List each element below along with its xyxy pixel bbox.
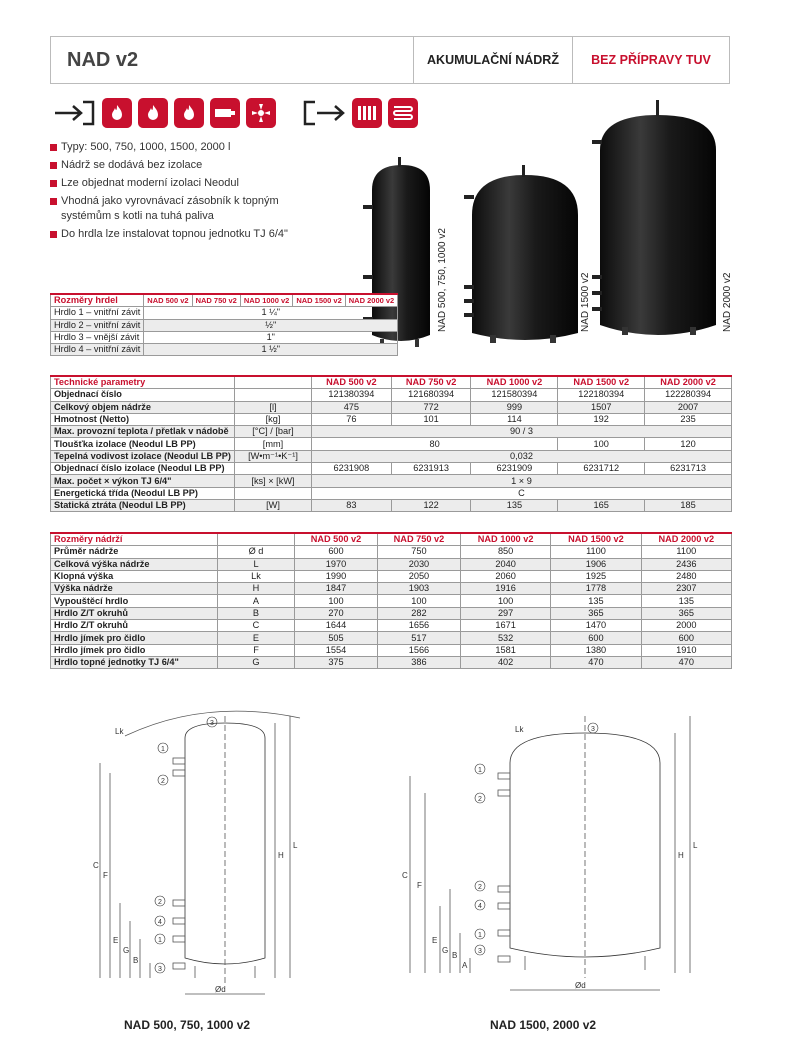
row-value: 2480	[641, 570, 731, 582]
product-title: NAD v2	[67, 49, 139, 71]
tank-label-large: NAD 2000 v2	[722, 272, 733, 332]
product-header	[50, 36, 730, 84]
row-label: Tepelná vodivost izolace (Neodul LB PP)	[51, 450, 235, 462]
row-value: 135	[551, 595, 641, 607]
row-unit: [ks] × [kW]	[234, 475, 311, 487]
row-label: Energetická třída (Neodul LB PP)	[51, 487, 235, 499]
input-arrow-icon	[52, 98, 96, 128]
table-row	[51, 583, 732, 595]
row-value: 1778	[551, 583, 641, 595]
connection-number: 4	[478, 903, 482, 910]
row-unit: [°C] / [bar]	[234, 426, 311, 438]
dim-letter: Lk	[515, 725, 524, 734]
technical-drawings	[85, 708, 725, 1008]
row-value: 135	[641, 595, 731, 607]
row-value: 772	[391, 401, 471, 413]
row-value: 1380	[551, 644, 641, 656]
row-value: 122280394	[645, 389, 732, 401]
dim-letter: E	[432, 936, 438, 945]
table-row	[51, 644, 732, 656]
row-value: 1470	[551, 620, 641, 632]
row-value: 470	[641, 656, 731, 668]
table-row	[51, 499, 732, 511]
row-unit: [W•m⁻¹•K⁻¹]	[234, 450, 311, 462]
row-value: 402	[460, 656, 550, 668]
row-unit	[234, 389, 311, 401]
row-value: 235	[645, 413, 732, 425]
category-label: AKUMULAČNÍ NÁDRŽ	[413, 37, 572, 83]
row-value: 114	[471, 413, 558, 425]
row-value: 1566	[377, 644, 460, 656]
connection-number: 1	[478, 767, 482, 774]
row-value: 100	[460, 595, 550, 607]
row-value: 1906	[551, 558, 641, 570]
table-row	[51, 607, 732, 619]
dim-letter: H	[278, 851, 284, 860]
row-unit: E	[218, 632, 295, 644]
list-item: Do hrdla lze instalovat topnou jednotku TJ 6/4"	[50, 227, 330, 242]
row-label: Výška nádrže	[51, 583, 218, 595]
table-header: NAD 1500 v2	[293, 294, 345, 307]
fire-gas-icon	[138, 98, 168, 128]
row-label: Hrdlo topné jednotky TJ 6/4"	[51, 656, 218, 668]
row-value: 83	[311, 499, 391, 511]
row-value: 282	[377, 607, 460, 619]
row-label: Hrdlo 2 – vnitřní závit	[51, 319, 144, 331]
row-label: Objednací číslo izolace (Neodul LB PP)	[51, 463, 235, 475]
tank-medium-image	[464, 165, 578, 343]
fire-solid-fuel-icon	[102, 98, 132, 128]
row-unit: L	[218, 558, 295, 570]
table-header: Rozměry hrdel	[51, 294, 144, 307]
row-value: 1100	[641, 546, 731, 558]
table-header	[218, 533, 295, 546]
row-value: 6231713	[645, 463, 732, 475]
row-value: ½"	[144, 319, 398, 331]
table-header: NAD 500 v2	[295, 533, 378, 546]
row-unit: A	[218, 595, 295, 607]
table-row	[51, 487, 732, 499]
connection-number: 1	[161, 746, 165, 753]
row-value: 6231908	[311, 463, 391, 475]
row-value: 120	[645, 438, 732, 450]
dim-letter: C	[402, 871, 408, 880]
row-value: C	[311, 487, 731, 499]
row-value: 1925	[551, 570, 641, 582]
table-header: NAD 750 v2	[377, 533, 460, 546]
table-header: NAD 750 v2	[192, 294, 240, 307]
row-value: 1"	[144, 331, 398, 343]
row-value: 100	[377, 595, 460, 607]
feature-list	[50, 140, 330, 245]
row-unit: [mm]	[234, 438, 311, 450]
table-row	[51, 319, 398, 331]
row-value: 6231913	[391, 463, 471, 475]
row-value: 192	[558, 413, 645, 425]
technical-parameters-table	[50, 375, 732, 512]
row-value: 1507	[558, 401, 645, 413]
dim-letter: C	[93, 861, 99, 870]
row-value: 1 ¼"	[144, 307, 398, 319]
table-header: Technické parametry	[51, 376, 235, 389]
table-row	[51, 331, 398, 343]
drawing-caption-left: NAD 500, 750, 1000 v2	[124, 1018, 251, 1032]
row-value: 2040	[460, 558, 550, 570]
table-row	[51, 307, 398, 319]
table-row	[51, 438, 732, 450]
table-row	[51, 558, 732, 570]
row-label: Hrdlo 3 – vnější závit	[51, 331, 144, 343]
row-label: Hrdlo Z/T okruhů	[51, 620, 218, 632]
connection-number: 2	[478, 796, 482, 803]
table-header: NAD 1500 v2	[551, 533, 641, 546]
row-value: 185	[645, 499, 732, 511]
row-value: 1916	[460, 583, 550, 595]
list-item: Typy: 500, 750, 1000, 1500, 2000 l	[50, 140, 330, 155]
row-value: 90 / 3	[311, 426, 731, 438]
solar-fan-icon	[246, 98, 276, 128]
row-value: 365	[551, 607, 641, 619]
row-value: 2307	[641, 583, 731, 595]
connection-number: 1	[478, 932, 482, 939]
row-value: 375	[295, 656, 378, 668]
list-item: Nádrž se dodává bez izolace	[50, 158, 330, 173]
row-value: 121380394	[311, 389, 391, 401]
table-row	[51, 344, 398, 356]
dim-letter: L	[293, 841, 298, 850]
row-value: 365	[641, 607, 731, 619]
row-value: 122180394	[558, 389, 645, 401]
row-value: 1644	[295, 620, 378, 632]
table-header: NAD 1000 v2	[460, 533, 550, 546]
row-value: 1910	[641, 644, 731, 656]
row-value: 505	[295, 632, 378, 644]
table-header: NAD 2000 v2	[645, 376, 732, 389]
dim-letter: E	[113, 936, 119, 945]
drawing-caption-right: NAD 1500, 2000 v2	[490, 1018, 597, 1032]
row-value: 600	[295, 546, 378, 558]
table-row	[51, 463, 732, 475]
row-label: Klopná výška	[51, 570, 218, 582]
dim-letter: G	[123, 946, 130, 955]
row-value: 2007	[645, 401, 732, 413]
fire-heat-pump-icon	[174, 98, 204, 128]
list-item: Vhodná jako vyrovnávací zásobník k topným systémům s kotli na tuhá paliva	[50, 194, 330, 224]
row-unit: Ø d	[218, 546, 295, 558]
row-label: Objednací číslo	[51, 389, 235, 401]
row-value: 2000	[641, 620, 731, 632]
row-value: 1990	[295, 570, 378, 582]
row-value: 165	[558, 499, 645, 511]
electric-heater-icon	[210, 98, 240, 128]
row-value: 750	[377, 546, 460, 558]
table-row	[51, 620, 732, 632]
connection-number: 3	[210, 720, 214, 727]
row-value: 80	[311, 438, 557, 450]
row-unit: H	[218, 583, 295, 595]
row-label: Hrdlo 4 – vnitřní závit	[51, 344, 144, 356]
row-value: 600	[641, 632, 731, 644]
row-label: Statická ztráta (Neodul LB PP)	[51, 499, 235, 511]
dim-letter: A	[462, 961, 468, 970]
dim-letter: B	[452, 951, 458, 960]
table-header: NAD 750 v2	[391, 376, 471, 389]
table-row	[51, 595, 732, 607]
row-value: 1671	[460, 620, 550, 632]
connection-number: 3	[478, 948, 482, 955]
dim-letter: Ød	[575, 981, 586, 990]
table-header	[234, 376, 311, 389]
connection-number: 4	[158, 919, 162, 926]
row-value: 1 × 9	[311, 475, 731, 487]
row-value: 600	[551, 632, 641, 644]
row-value: 121680394	[391, 389, 471, 401]
connection-number: 2	[158, 899, 162, 906]
row-value: 270	[295, 607, 378, 619]
row-unit: C	[218, 620, 295, 632]
row-label: Vypouštěcí hrdlo	[51, 595, 218, 607]
dim-letter: H	[678, 851, 684, 860]
row-unit: B	[218, 607, 295, 619]
row-value: 121580394	[471, 389, 558, 401]
row-label: Max. počet × výkon TJ 6/4"	[51, 475, 235, 487]
dim-letter: L	[693, 841, 698, 850]
dim-letter: F	[417, 881, 422, 890]
table-row	[51, 475, 732, 487]
row-value: 0,032	[311, 450, 731, 462]
table-row	[51, 389, 732, 401]
row-value: 2060	[460, 570, 550, 582]
connection-number: 1	[158, 937, 162, 944]
row-value: 475	[311, 401, 391, 413]
row-unit: [W]	[234, 499, 311, 511]
tank-dimensions-table	[50, 532, 732, 669]
row-value: 122	[391, 499, 471, 511]
row-label: Hrdlo Z/T okruhů	[51, 607, 218, 619]
dim-letter: Lk	[115, 727, 124, 736]
table-row	[51, 632, 732, 644]
connection-number: 3	[158, 966, 162, 973]
row-label: Průměr nádrže	[51, 546, 218, 558]
row-unit: G	[218, 656, 295, 668]
dim-letter: G	[442, 946, 449, 955]
row-value: 76	[311, 413, 391, 425]
row-unit: Lk	[218, 570, 295, 582]
row-label: Hmotnost (Netto)	[51, 413, 235, 425]
table-row	[51, 450, 732, 462]
table-header: NAD 2000 v2	[641, 533, 731, 546]
list-item: Lze objednat moderní izolaci Neodul	[50, 176, 330, 191]
variant-label: BEZ PŘÍPRAVY TUV	[572, 37, 729, 83]
row-label: Max. provozní teplota / přetlak v nádobě	[51, 426, 235, 438]
row-unit: [l]	[234, 401, 311, 413]
row-label: Celkový objem nádrže	[51, 401, 235, 413]
connection-number: 2	[478, 884, 482, 891]
table-header: NAD 1000 v2	[240, 294, 292, 307]
row-value: 470	[551, 656, 641, 668]
row-value: 1847	[295, 583, 378, 595]
row-value: 2030	[377, 558, 460, 570]
connection-number: 2	[161, 778, 165, 785]
row-label: Hrdlo jímek pro čidlo	[51, 632, 218, 644]
row-value: 999	[471, 401, 558, 413]
row-label: Hrdlo jímek pro čidlo	[51, 644, 218, 656]
row-value: 1903	[377, 583, 460, 595]
tank-photos	[360, 95, 740, 355]
table-row	[51, 413, 732, 425]
row-value: 386	[377, 656, 460, 668]
row-value: 1656	[377, 620, 460, 632]
row-value: 2436	[641, 558, 731, 570]
row-value: 100	[558, 438, 645, 450]
dim-letter: Ød	[215, 985, 226, 994]
row-value: 100	[295, 595, 378, 607]
tank-label-medium: NAD 1500 v2	[580, 272, 591, 332]
row-value: 2050	[377, 570, 460, 582]
row-unit	[234, 487, 311, 499]
table-header: NAD 1000 v2	[471, 376, 558, 389]
row-unit	[234, 463, 311, 475]
row-label: Celková výška nádrže	[51, 558, 218, 570]
table-row	[51, 570, 732, 582]
row-value: 850	[460, 546, 550, 558]
table-header: NAD 1500 v2	[558, 376, 645, 389]
table-header: Rozměry nádrží	[51, 533, 218, 546]
table-header: NAD 2000 v2	[345, 294, 397, 307]
table-header: NAD 500 v2	[311, 376, 391, 389]
row-label: Tloušťka izolace (Neodul LB PP)	[51, 438, 235, 450]
row-value: 517	[377, 632, 460, 644]
row-value: 297	[460, 607, 550, 619]
row-value: 1 ½"	[144, 344, 398, 356]
dim-letter: B	[133, 956, 139, 965]
row-value: 101	[391, 413, 471, 425]
row-unit: [kg]	[234, 413, 311, 425]
tank-large-image	[592, 100, 716, 335]
row-value: 135	[471, 499, 558, 511]
row-unit: F	[218, 644, 295, 656]
row-value: 6231909	[471, 463, 558, 475]
connection-number: 3	[591, 726, 595, 733]
row-value: 1100	[551, 546, 641, 558]
table-row	[51, 546, 732, 558]
table-row	[51, 401, 732, 413]
table-header: NAD 500 v2	[144, 294, 192, 307]
connection-dimensions-table	[50, 293, 398, 356]
table-row	[51, 656, 732, 668]
row-value: 6231712	[558, 463, 645, 475]
dim-letter: F	[103, 871, 108, 880]
row-value: 1554	[295, 644, 378, 656]
output-arrow-icon	[302, 98, 346, 128]
table-row	[51, 426, 732, 438]
row-value: 1581	[460, 644, 550, 656]
row-value: 1970	[295, 558, 378, 570]
tank-label-small: NAD 500, 750, 1000 v2	[437, 228, 448, 332]
row-label: Hrdlo 1 – vnitřní závit	[51, 307, 144, 319]
row-value: 532	[460, 632, 550, 644]
